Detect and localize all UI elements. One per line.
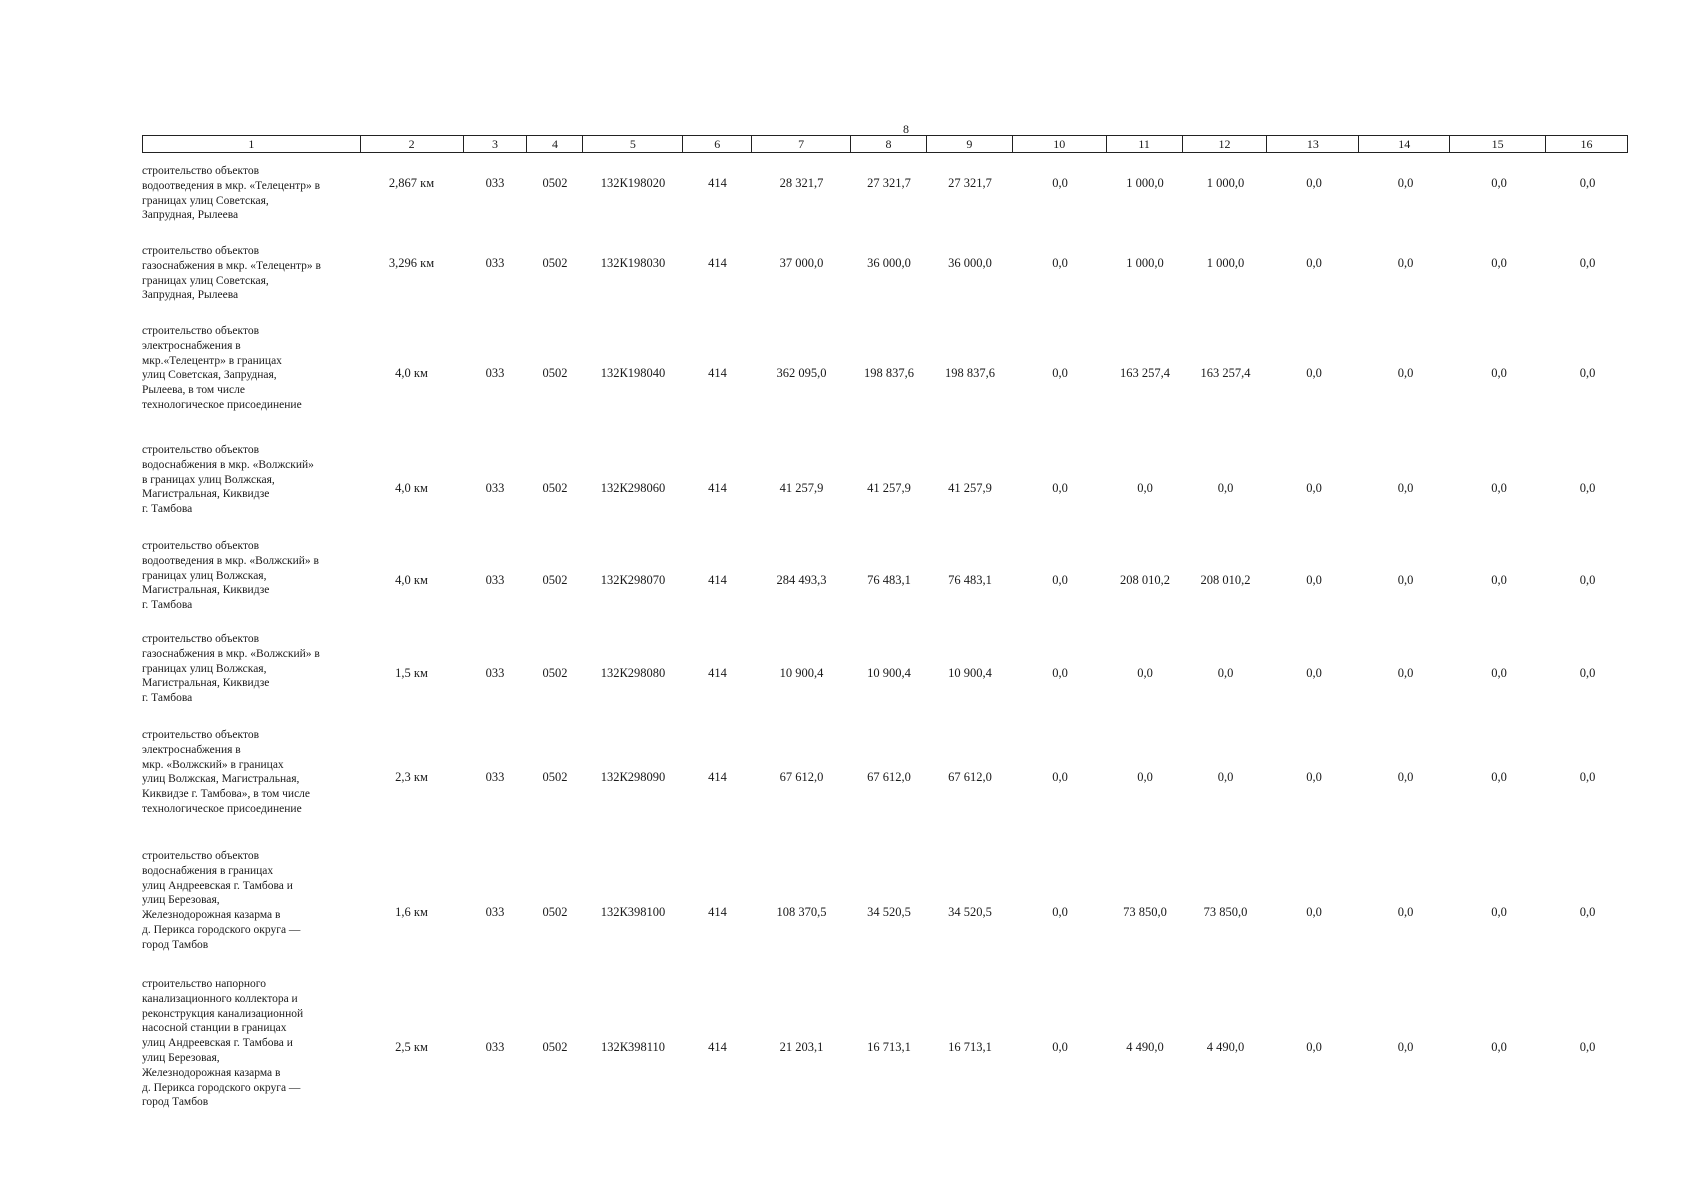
row-description: строительство объектов газоснабжения в мкр. «Телецентр» в границах улиц Советская, Запрудная, Рылеева [142,245,321,302]
cell-col-5: 132К298080 [600,666,666,680]
cell-col-12: 208 010,2 [1200,573,1251,587]
cell-col-2: 4,0 км [395,573,428,587]
cell-col-4: 0502 [542,573,568,587]
cell-col-8: 27 321,7 [867,176,911,190]
cell-col-4: 0502 [542,770,568,784]
cell-col-7: 41 257,9 [779,481,824,495]
cell-col-4: 0502 [542,176,568,190]
row-description: строительство напорного канализационного коллектора и реконструкция канализационной насосной станции в границах улиц Андреевская г. Тамбова и улиц Березовая, Железнодорожная казарма в д. Перикса городского округа — город Тамбов [142,978,304,1109]
cell-col-5: 132К398100 [600,905,666,919]
row-description: строительство объектов водоотведения в мкр. «Волжский» в границах улиц Волжская, Магистральная, Киквидзе г. Тамбова [142,540,319,612]
cell-col-13: 0,0 [1306,176,1322,190]
cell-col-14: 0,0 [1397,1040,1414,1054]
cell-col-16: 0,0 [1579,770,1596,784]
cell-col-16: 0,0 [1579,481,1596,495]
cell-col-2: 3,296 км [388,256,435,270]
cell-col-15: 0,0 [1491,770,1507,784]
cell-col-2: 2,867 км [388,176,435,190]
cell-col-11: 1 000,0 [1126,176,1164,190]
cell-col-11: 0,0 [1137,481,1153,495]
cell-col-10: 0,0 [1052,905,1068,919]
cell-col-3: 033 [485,770,505,784]
cell-col-16: 0,0 [1579,666,1596,680]
cell-col-15: 0,0 [1491,176,1507,190]
cell-col-14: 0,0 [1397,770,1414,784]
cell-col-16: 0,0 [1579,905,1596,919]
cell-col-15: 0,0 [1491,573,1507,587]
header-col-13: 13 [1267,136,1359,152]
cell-col-13: 0,0 [1306,573,1322,587]
cell-col-3: 033 [485,1040,505,1054]
cell-col-13: 0,0 [1306,905,1322,919]
cell-col-13: 0,0 [1306,366,1322,380]
cell-col-3: 033 [485,256,505,270]
cell-col-3: 033 [485,366,505,380]
cell-col-2: 1,5 км [395,666,428,680]
cell-col-11: 208 010,2 [1120,573,1170,587]
cell-col-2: 2,3 км [395,770,428,784]
cell-col-3: 033 [485,176,505,190]
cell-col-5: 132К198040 [600,366,666,380]
cell-col-2: 1,6 км [395,905,428,919]
cell-col-15: 0,0 [1491,905,1507,919]
cell-col-6: 414 [708,1040,727,1054]
cell-col-5: 132К198030 [600,256,666,270]
header-col-5: 5 [583,136,683,152]
cell-col-14: 0,0 [1397,366,1414,380]
cell-col-2: 4,0 км [395,366,428,380]
cell-col-16: 0,0 [1579,366,1596,380]
cell-col-13: 0,0 [1306,481,1322,495]
cell-col-8: 198 837,6 [864,366,914,380]
table-header-row [142,135,1628,153]
cell-col-16: 0,0 [1579,176,1596,190]
cell-col-10: 0,0 [1052,256,1068,270]
cell-col-12: 73 850,0 [1203,905,1248,919]
cell-col-15: 0,0 [1491,481,1507,495]
header-col-3: 3 [464,136,528,152]
cell-col-2: 4,0 км [395,481,428,495]
cell-col-8: 67 612,0 [867,770,911,784]
cell-col-5: 132К398110 [600,1040,666,1054]
cell-col-7: 362 095,0 [776,366,827,380]
cell-col-13: 0,0 [1306,666,1322,680]
cell-col-8: 36 000,0 [867,256,911,270]
cell-col-2: 2,5 км [395,1040,428,1054]
cell-col-12: 0,0 [1217,770,1234,784]
header-col-14: 14 [1359,136,1450,152]
header-col-1: 1 [143,136,361,152]
row-description: строительство объектов электроснабжения в мкр. «Волжский» в границах улиц Волжская, Магистральная, Киквидзе г. Тамбова», в том числе технологическое присоединение [142,729,311,815]
header-col-9: 9 [927,136,1013,152]
cell-col-14: 0,0 [1397,666,1414,680]
cell-col-16: 0,0 [1579,1040,1596,1054]
cell-col-10: 0,0 [1052,573,1068,587]
cell-col-4: 0502 [542,366,568,380]
header-col-6: 6 [683,136,752,152]
cell-col-12: 1 000,0 [1206,176,1245,190]
cell-col-6: 414 [708,666,727,680]
cell-col-8: 16 713,1 [867,1040,911,1054]
cell-col-14: 0,0 [1397,256,1414,270]
cell-col-7: 10 900,4 [779,666,824,680]
cell-col-9: 10 900,4 [948,666,992,680]
cell-col-7: 284 493,3 [776,573,827,587]
header-col-16: 16 [1580,137,1593,151]
row-description: строительство объектов водоснабжения в границах улиц Андреевская г. Тамбова и улиц Березовая, Железнодорожная казарма в д. Перикса городского округа — город Тамбов [142,850,301,951]
header-col-2: 2 [361,136,464,152]
cell-col-14: 0,0 [1397,905,1414,919]
cell-col-9: 36 000,0 [948,256,992,270]
cell-col-13: 0,0 [1306,770,1322,784]
cell-col-12: 4 490,0 [1206,1040,1245,1054]
cell-col-16: 0,0 [1579,573,1596,587]
cell-col-15: 0,0 [1491,1040,1507,1054]
cell-col-4: 0502 [542,481,568,495]
row-description: строительство объектов водоотведения в мкр. «Телецентр» в границах улиц Советская, Запрудная, Рылеева [142,165,321,222]
cell-col-3: 033 [485,481,505,495]
cell-col-13: 0,0 [1306,1040,1322,1054]
cell-col-5: 132К298070 [600,573,666,587]
cell-col-16: 0,0 [1579,256,1596,270]
cell-col-6: 414 [708,176,727,190]
cell-col-10: 0,0 [1052,1040,1068,1054]
cell-col-6: 414 [708,905,727,919]
cell-col-8: 10 900,4 [867,666,911,680]
cell-col-15: 0,0 [1491,366,1507,380]
cell-col-10: 0,0 [1052,176,1068,190]
header-col-15: 15 [1450,136,1546,152]
cell-col-4: 0502 [542,905,568,919]
cell-col-11: 73 850,0 [1123,905,1167,919]
cell-col-7: 67 612,0 [779,770,824,784]
cell-col-14: 0,0 [1397,573,1414,587]
cell-col-13: 0,0 [1306,256,1322,270]
header-col-4: 4 [527,136,583,152]
row-description: строительство объектов водоснабжения в мкр. «Волжский» в границах улиц Волжская, Магистральная, Киквидзе г. Тамбова [142,444,314,516]
header-col-12: 12 [1183,136,1268,152]
cell-col-12: 0,0 [1217,666,1234,680]
cell-col-12: 0,0 [1217,481,1234,495]
cell-col-11: 0,0 [1137,770,1153,784]
cell-col-15: 0,0 [1491,256,1507,270]
cell-col-9: 16 713,1 [948,1040,992,1054]
cell-col-15: 0,0 [1491,666,1507,680]
cell-col-10: 0,0 [1052,666,1068,680]
header-col-7: 7 [752,136,851,152]
cell-col-10: 0,0 [1052,481,1068,495]
cell-col-6: 414 [708,770,727,784]
cell-col-12: 1 000,0 [1206,256,1245,270]
cell-col-9: 27 321,7 [948,176,992,190]
cell-col-14: 0,0 [1397,176,1414,190]
cell-col-9: 198 837,6 [945,366,995,380]
cell-col-11: 0,0 [1137,666,1153,680]
cell-col-7: 37 000,0 [779,256,824,270]
cell-col-6: 414 [708,481,727,495]
cell-col-9: 34 520,5 [948,905,992,919]
cell-col-9: 76 483,1 [948,573,992,587]
cell-col-7: 21 203,1 [779,1040,824,1054]
cell-col-10: 0,0 [1052,366,1068,380]
cell-col-7: 108 370,5 [776,905,827,919]
cell-col-11: 163 257,4 [1120,366,1170,380]
cell-col-6: 414 [708,366,727,380]
row-description: строительство объектов газоснабжения в мкр. «Волжский» в границах улиц Волжская, Магистральная, Киквидзе г. Тамбова [142,633,320,705]
cell-col-7: 28 321,7 [779,176,824,190]
cell-col-5: 132К298060 [600,481,666,495]
cell-col-9: 67 612,0 [948,770,992,784]
cell-col-8: 41 257,9 [867,481,911,495]
cell-col-12: 163 257,4 [1200,366,1251,380]
cell-col-4: 0502 [542,256,568,270]
cell-col-5: 132К298090 [600,770,666,784]
cell-col-10: 0,0 [1052,770,1068,784]
header-col-11: 11 [1107,136,1183,152]
cell-col-3: 033 [485,905,505,919]
cell-col-5: 132К198020 [600,176,666,190]
cell-col-4: 0502 [542,1040,568,1054]
header-col-8: 8 [851,136,927,152]
cell-col-6: 414 [708,256,727,270]
cell-col-8: 34 520,5 [867,905,911,919]
row-description: строительство объектов электроснабжения в мкр.«Телецентр» в границах улиц Советская, Запрудная, Рылеева, в том числе технологическое присоединение [142,325,302,411]
cell-col-4: 0502 [542,666,568,680]
cell-col-3: 033 [485,666,505,680]
cell-col-11: 1 000,0 [1126,256,1164,270]
cell-col-6: 414 [708,573,727,587]
cell-col-11: 4 490,0 [1126,1040,1164,1054]
cell-col-14: 0,0 [1397,481,1414,495]
cell-col-8: 76 483,1 [867,573,911,587]
cell-col-3: 033 [485,573,505,587]
page-number: 8 [903,122,909,136]
header-col-10: 10 [1013,136,1107,152]
cell-col-9: 41 257,9 [948,481,992,495]
